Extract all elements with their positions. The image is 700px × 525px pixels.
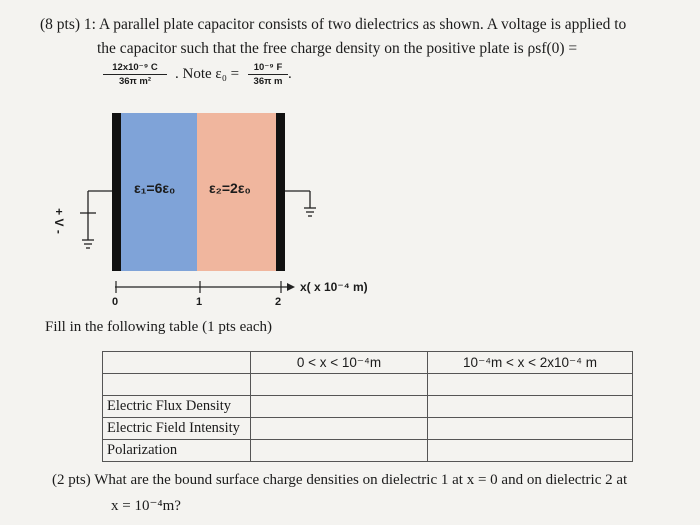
table-row bbox=[103, 440, 633, 462]
table-row bbox=[103, 374, 633, 396]
left-ground-wire bbox=[80, 191, 112, 248]
dielectric1-label: ε₁=6ε₀ bbox=[134, 180, 176, 196]
x-axis-arrow bbox=[287, 283, 295, 291]
answer-table bbox=[102, 351, 633, 462]
table-row bbox=[103, 418, 633, 440]
answer-cell[interactable] bbox=[251, 396, 428, 418]
answer-cell[interactable] bbox=[428, 396, 633, 418]
voltage-label: + V - bbox=[51, 208, 66, 234]
charge-denominator: 36π m² bbox=[118, 76, 152, 87]
table-header-row bbox=[103, 352, 633, 374]
table-header-region1: 0 < x < 10⁻⁴m bbox=[251, 352, 428, 374]
tick-1-label: 1 bbox=[196, 296, 203, 308]
question1-line2: the capacitor such that the free charge density on the positive plate is ρsf(0) = bbox=[97, 40, 578, 57]
table-row bbox=[103, 396, 633, 418]
tick-0-label: 0 bbox=[112, 296, 119, 308]
left-plate bbox=[112, 113, 121, 271]
table-header-region2: 10⁻⁴m < x < 2x10⁻⁴ m bbox=[428, 352, 633, 374]
period: . bbox=[288, 66, 292, 82]
answer-cell[interactable] bbox=[428, 440, 633, 462]
question2-line2: x = 10⁻⁴m? bbox=[111, 498, 181, 514]
fill-instruction: Fill in the following table (1 pts each) bbox=[45, 319, 273, 335]
row-label-polarization: Polarization bbox=[103, 440, 251, 462]
charge-numerator: 12x10⁻⁹ C bbox=[112, 62, 158, 73]
note-text: . Note ε₀ = bbox=[175, 66, 240, 82]
question2-line1: (2 pts) What are the bound surface charge densities on dielectric 1 at x = 0 and on dielectric 2 at bbox=[52, 472, 628, 488]
row-label-field-intensity: Electric Field Intensity bbox=[103, 418, 251, 440]
answer-cell[interactable] bbox=[428, 418, 633, 440]
answer-cell[interactable] bbox=[251, 440, 428, 462]
right-plate bbox=[276, 113, 285, 271]
tick-2-label: 2 bbox=[275, 296, 282, 308]
axis-label: x( x 10⁻⁴ m) bbox=[300, 280, 368, 294]
answer-cell[interactable] bbox=[251, 418, 428, 440]
dielectric2-label: ε₂=2ε₀ bbox=[209, 180, 251, 196]
epsilon-denominator: 36π m bbox=[253, 76, 283, 87]
row-label-flux-density: Electric Flux Density bbox=[103, 396, 251, 418]
question1-line1: (8 pts) 1: A parallel plate capacitor consists of two dielectrics as shown. A voltage is applied to bbox=[40, 16, 627, 33]
epsilon-numerator: 10⁻⁹ F bbox=[253, 62, 283, 73]
table-corner-cell bbox=[103, 352, 251, 374]
x-axis bbox=[115, 281, 287, 293]
right-ground-wire bbox=[285, 191, 316, 216]
